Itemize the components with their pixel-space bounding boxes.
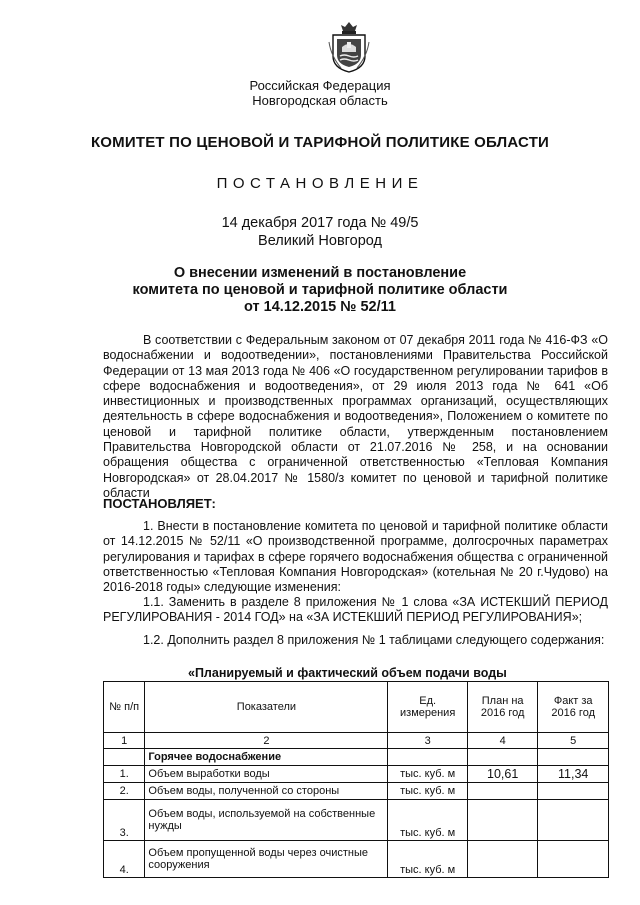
header-cell-unit: Ед. измерения	[388, 682, 468, 733]
header-cell-number: № п/п	[104, 682, 145, 733]
column-number-cell: 4	[467, 733, 538, 749]
row-indicator: Объем пропущенной воды через очистные сооружения	[145, 841, 388, 878]
section-row	[104, 749, 609, 766]
preamble-paragraph	[103, 333, 608, 501]
column-number-cell: 5	[538, 733, 609, 749]
section-empty-cell	[388, 749, 468, 766]
item-1-paragraph	[103, 519, 608, 595]
row-indicator: Объем воды, используемой на собственные нужды	[145, 800, 388, 841]
section-empty-cell	[104, 749, 145, 766]
row-unit: тыс. куб. м	[388, 800, 468, 841]
document-title-line-1: О внесении изменений в постановление	[173, 265, 467, 281]
preamble-text: В соответствии с Федеральным законом от 07 декабря 2011 года № 416-ФЗ «О водоснабжении и водоотведении», постановлениями Правительства Российской Федерации от 13 мая 2013 года № 406 «О государственном регулировании тарифов в сфере водоснабжения и водоотведения», от 29 июля 2013 года № 641 «Об инвестиционных и производственных программах организаций, осуществляющих деятельность в сфере водоснабжения и водоотведения», Положением о комитете по ценовой и тарифной политике области, утвержденным постановлением Правительства Новгородской области от 21.07.2016 № 258, и на основании обращения общества с ограниченной ответственностью «Тепловая Компания Новгородская» от 28.04.2017 № 1580/з комитет по ценовой и тарифной политике области	[103, 333, 608, 500]
row-number: 3.	[104, 800, 145, 841]
document-date-number: 14 декабря 2017 года № 49/5	[221, 215, 419, 231]
document-title-line-3: от 14.12.2015 № 52/11	[244, 299, 396, 315]
column-number-row	[104, 733, 609, 749]
row-number: 4.	[104, 841, 145, 878]
coat-of-arms-emblem	[327, 20, 371, 74]
row-number: 2.	[104, 783, 145, 800]
table-row	[104, 783, 609, 800]
item-1-2-text: 1.2. Дополнить раздел 8 приложения № 1 таблицами следующего содержания:	[143, 633, 605, 647]
row-plan-value: 10,61	[467, 766, 538, 783]
section-label: Горячее водоснабжение	[145, 749, 388, 766]
header-cell-fact: Факт за 2016 год	[538, 682, 609, 733]
row-fact-value	[538, 841, 609, 878]
item-1-text: 1. Внести в постановление комитета по ценовой и тарифной политике области от 14.12.2015 № 52/11 «О производственной программе, долгосрочных параметрах регулирования и тарифах в сфере горячего водоснабжения общества с ограниченной ответственностью «Тепловая Компания Новгородская» (котельная № 20 г.Чудово) на 2016-2018 годы» следующие изменения:	[103, 519, 608, 595]
resolves-heading: ПОСТАНОВЛЯЕТ:	[103, 496, 216, 511]
table-caption: «Планируемый и фактический объем подачи воды	[188, 666, 507, 680]
table-row	[104, 841, 609, 878]
section-empty-cell	[538, 749, 609, 766]
section-empty-cell	[467, 749, 538, 766]
table-row	[104, 766, 609, 783]
item-1-2-paragraph	[103, 633, 608, 648]
table-row	[104, 800, 609, 841]
row-plan-value	[467, 783, 538, 800]
row-plan-value	[467, 800, 538, 841]
item-1-1-paragraph	[103, 595, 608, 626]
document-city: Великий Новгород	[258, 233, 382, 249]
header-cell-indicator: Показатели	[145, 682, 388, 733]
committee-name: КОМИТЕТ ПО ЦЕНОВОЙ И ТАРИФНОЙ ПОЛИТИКЕ ОБЛАСТИ	[90, 134, 550, 151]
region-name: Новгородская область	[252, 93, 388, 108]
row-unit: тыс. куб. м	[388, 841, 468, 878]
column-number-cell: 2	[145, 733, 388, 749]
row-unit: тыс. куб. м	[388, 766, 468, 783]
column-number-cell: 3	[388, 733, 468, 749]
country-name: Российская Федерация	[249, 78, 391, 93]
row-fact-value: 11,34	[538, 766, 609, 783]
document-title-line-2: комитета по ценовой и тарифной политике области	[132, 282, 508, 298]
water-volume-table	[103, 681, 609, 878]
row-number: 1.	[104, 766, 145, 783]
row-plan-value	[467, 841, 538, 878]
header-cell-plan: План на 2016 год	[467, 682, 538, 733]
item-1-1-text: 1.1. Заменить в разделе 8 приложения № 1 слова «ЗА ИСТЕКШИЙ ПЕРИОД РЕГУЛИРОВАНИЯ - 2014 ГОД» на «ЗА ИСТЕКШИЙ ПЕРИОД РЕГУЛИРОВАНИЯ»;	[103, 595, 608, 625]
document-type: ПОСТАНОВЛЕНИЕ	[216, 175, 424, 192]
row-fact-value	[538, 783, 609, 800]
column-number-cell: 1	[104, 733, 145, 749]
row-unit: тыс. куб. м	[388, 783, 468, 800]
row-fact-value	[538, 800, 609, 841]
row-indicator: Объем выработки воды	[145, 766, 388, 783]
table-header-row	[104, 682, 609, 733]
row-indicator: Объем воды, полученной со стороны	[145, 783, 388, 800]
